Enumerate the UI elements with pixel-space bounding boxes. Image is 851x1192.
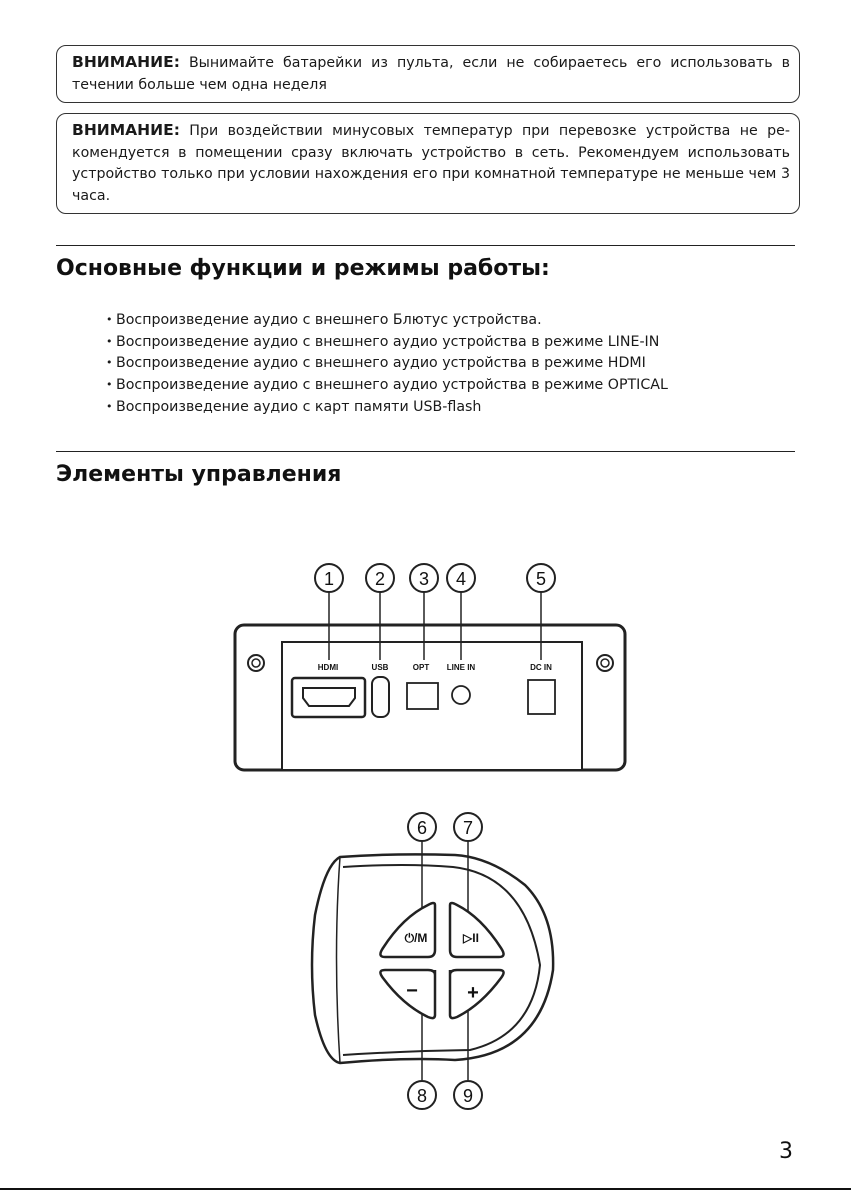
port-label: USB (371, 663, 389, 672)
list-item: • Воспроизведение аудио с внешнего аудио устройства в режиме LINE-IN (106, 332, 668, 354)
rear-panel-diagram (230, 560, 630, 775)
callout-number: 6 (416, 818, 428, 838)
screw-icon (248, 655, 264, 671)
warning-label: ВНИМАНИЕ: (72, 53, 180, 71)
callout-number: 9 (462, 1086, 474, 1106)
callout-number: 1 (323, 569, 335, 589)
warning-label: ВНИМАНИЕ: (72, 121, 180, 139)
dc-in-port-icon (528, 680, 555, 714)
section-divider (56, 451, 795, 452)
list-item: • Воспроизведение аудио с внешнего Блютус устройства. (106, 310, 668, 332)
callout-number: 7 (462, 818, 474, 838)
section-divider (56, 245, 795, 246)
warning-text: Вынимайте батарейки из пульта, если не собираетесь его использовать в течении больше чем одна неделя (72, 55, 790, 93)
optical-port-icon (407, 683, 438, 709)
functions-list (106, 310, 668, 419)
port-label: HDMI (317, 663, 339, 672)
minus-label: − (406, 980, 418, 1002)
callout-number: 2 (374, 569, 386, 589)
power-mode-label: ⏻/M (404, 931, 428, 945)
callout-number: 5 (535, 569, 547, 589)
callout-number: 8 (416, 1086, 428, 1106)
control-panel-diagram (285, 805, 565, 1115)
section-title-functions: Основные функции и режимы работы: (56, 256, 550, 281)
play-pause-label: ▷II (463, 931, 479, 945)
callout-number: 3 (418, 569, 430, 589)
list-item: • Воспроизведение аудио с внешнего аудио устройства в режиме HDMI (106, 353, 668, 375)
port-label: LINE IN (446, 663, 476, 672)
warning-box-1 (56, 45, 800, 103)
list-item: • Воспроизведение аудио с внешнего аудио устройства в режиме OPTICAL (106, 375, 668, 397)
callout-number: 4 (455, 569, 467, 589)
warning-text: При воздействии минусовых температур при перевозке устройства не ре-комендуется в помещении сразу включать устройство в сеть. Рекомендуем использовать устройство только при условии нахождения его при комнатной температуре не меньше чем 3 часа. (72, 123, 790, 204)
hdmi-port-icon (292, 678, 365, 717)
list-item: • Воспроизведение аудио с карт памяти USB-flash (106, 397, 668, 419)
screw-icon (597, 655, 613, 671)
usb-port-icon (372, 677, 389, 717)
page-number: 3 (779, 1139, 793, 1164)
line-in-jack-icon (452, 686, 470, 704)
plus-label: + (467, 982, 479, 1004)
page-bottom-rule (0, 1188, 851, 1190)
port-label: OPT (412, 663, 430, 672)
warning-box-2 (56, 113, 800, 214)
section-title-controls: Элементы управления (56, 462, 342, 487)
port-label: DC IN (530, 663, 552, 672)
